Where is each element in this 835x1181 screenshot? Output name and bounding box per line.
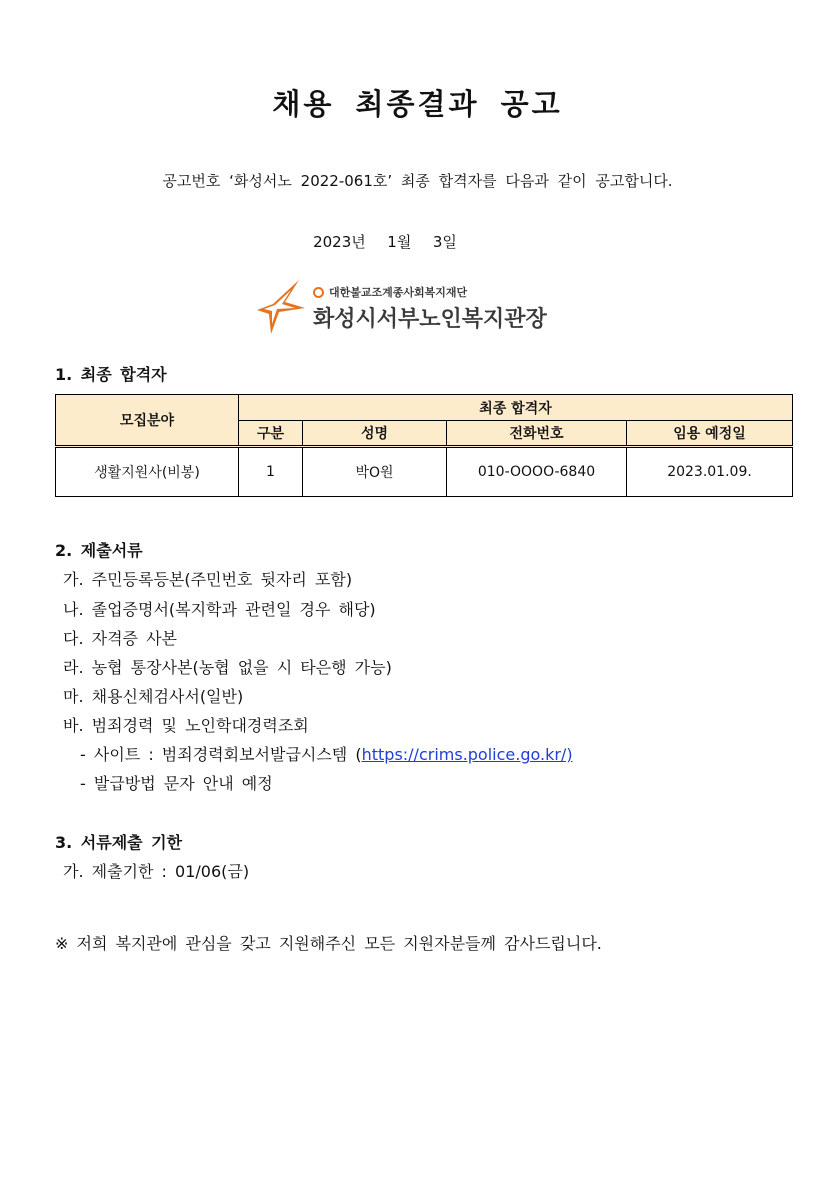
organization-logo [253, 278, 547, 338]
document-item: 라. 농협 통장사본(농협 없을 시 타은행 가능) [63, 658, 392, 677]
crims-link[interactable]: https://crims.police.go.kr/) [361, 745, 573, 764]
cell-name: 박O원 [303, 447, 447, 497]
document-item: 바. 범죄경력 및 노인학대경력조회 [63, 716, 309, 735]
foundation-emblem-icon [313, 287, 324, 298]
logo-foundation-name: 대한불교조계종사회복지재단 [329, 286, 468, 299]
table-row [56, 447, 793, 497]
announcement-date: 2023년 1월 3일 [313, 233, 457, 251]
col-field-header: 모집분야 [56, 395, 239, 447]
document-item: 나. 졸업증명서(복지학과 관련일 경우 해당) [63, 600, 376, 619]
section2-heading: 2. 제출서류 [55, 541, 143, 560]
final-results-table [55, 394, 793, 497]
section1-heading: 1. 최종 합격자 [55, 365, 167, 384]
announcement-intro: 공고번호 ‘화성서노 2022-061호’ 최종 합격자를 다음과 같이 공고합니다. [162, 172, 673, 190]
cell-start-date: 2023.01.09. [627, 447, 793, 497]
col-phone-header: 전화번호 [447, 421, 627, 447]
thank-you-note: ※ 저희 복지관에 관심을 갖고 지원해주신 모든 지원자분들께 감사드립니다. [55, 934, 602, 953]
cell-phone: 010-OOOO-6840 [447, 447, 627, 497]
cell-no: 1 [239, 447, 303, 497]
document-item: 마. 채용신체검사서(일반) [63, 687, 244, 706]
col-name-header: 성명 [303, 421, 447, 447]
group-header: 최종 합격자 [239, 395, 793, 421]
issue-method-note: - 발급방법 문자 안내 예정 [80, 774, 273, 793]
logo-center-name: 화성시서부노인복지관장 [313, 307, 547, 332]
page-title: 채용 최종결과 공고 [272, 87, 563, 121]
col-start-date-header: 임용 예정일 [627, 421, 793, 447]
deadline-item: 가. 제출기한 : 01/06(금) [63, 862, 250, 881]
document-item: 가. 주민등록등본(주민번호 뒷자리 포함) [63, 570, 353, 589]
star-logo-icon [255, 278, 307, 336]
cell-field: 생활지원사(비봉) [56, 447, 239, 497]
section3-heading: 3. 서류제출 기한 [55, 833, 183, 852]
site-info [80, 742, 573, 765]
col-no-header: 구분 [239, 421, 303, 447]
site-prefix: - 사이트 : 범죄경력회보서발급시스템 ( [80, 745, 362, 764]
document-item: 다. 자격증 사본 [63, 629, 177, 648]
